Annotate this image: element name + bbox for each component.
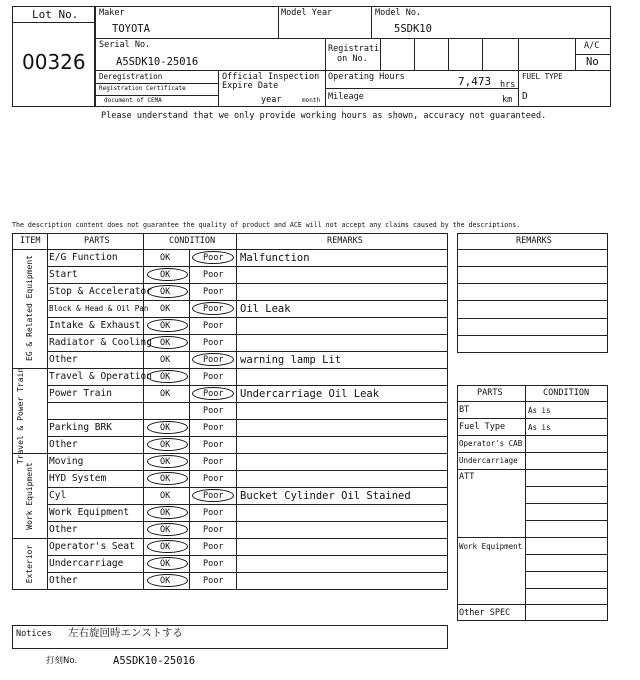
item-header: ITEM xyxy=(20,236,41,246)
part-label: Stop & Accelerator xyxy=(49,286,152,297)
stamp-value: A5SDK10-25016 xyxy=(113,655,196,667)
ok-label: OK xyxy=(160,355,171,365)
poor-label: Poor xyxy=(203,372,224,382)
poor-label: Poor xyxy=(203,304,224,314)
ok-label: OK xyxy=(160,338,171,348)
row-divider xyxy=(47,300,448,301)
right-part-undercarriage: Undercarriage xyxy=(459,456,518,465)
part-label: Operator's Seat xyxy=(49,541,135,552)
remarks-header: REMARKS xyxy=(327,236,363,246)
part-label: Power Train xyxy=(49,388,112,399)
poor-label: Poor xyxy=(203,474,224,484)
right-part-att: ATT xyxy=(459,472,475,482)
maker-value: TOYOTA xyxy=(112,23,150,35)
remark-text: Undercarriage Oil Leak xyxy=(240,388,380,400)
reg-cert-label: Registration Certificate xyxy=(99,85,186,92)
part-label: Parking BRK xyxy=(49,422,112,433)
part-label: Other xyxy=(49,524,78,535)
stamp-label: 打刻No. xyxy=(46,656,78,666)
notices-text: 左右旋回時エンストする xyxy=(68,627,183,639)
poor-selected-oval xyxy=(192,302,234,315)
row-divider xyxy=(47,317,448,318)
right-part-bt: BT xyxy=(459,405,470,415)
registration-label-2: on No. xyxy=(337,54,368,64)
row-divider xyxy=(47,538,448,539)
poor-label: Poor xyxy=(203,423,224,433)
maker-label: Maker xyxy=(99,8,125,18)
row-divider xyxy=(47,453,448,454)
ok-selected-oval xyxy=(147,523,188,536)
description-notice: The description content does not guarantee the quality of product and ACE will not accept any claims caused by the descriptions. xyxy=(12,221,521,229)
ok-selected-oval xyxy=(147,540,188,553)
lot-divider xyxy=(12,22,95,23)
row-divider xyxy=(47,351,448,352)
row-divider xyxy=(47,419,448,420)
serial-value: A5SDK10-25016 xyxy=(116,56,199,68)
part-label: Other xyxy=(49,575,78,586)
ok-label: OK xyxy=(160,542,171,552)
poor-label: Poor xyxy=(203,542,224,552)
row-divider xyxy=(47,572,448,573)
ok-selected-oval xyxy=(147,557,188,570)
poor-label: Poor xyxy=(203,321,224,331)
mileage-label: Mileage xyxy=(328,92,364,102)
ok-label: OK xyxy=(160,389,171,399)
ok-selected-oval xyxy=(147,268,188,281)
poor-label: Poor xyxy=(203,355,224,365)
part-label: E/G Function xyxy=(49,252,118,263)
poor-label: Poor xyxy=(203,491,224,501)
ok-selected-oval xyxy=(147,319,188,332)
poor-label: Poor xyxy=(203,338,224,348)
ok-label: OK xyxy=(160,304,171,314)
ac-value: No xyxy=(586,56,599,68)
remark-text: warning lamp Lit xyxy=(240,354,342,366)
ok-label: OK xyxy=(160,287,171,297)
ok-label: OK xyxy=(160,559,171,569)
ok-selected-oval xyxy=(147,285,188,298)
row-divider xyxy=(47,487,448,488)
remark-text: Bucket Cylinder Oil Stained xyxy=(240,490,411,502)
remark-text: Malfunction xyxy=(240,252,310,264)
poor-label: Poor xyxy=(203,576,224,586)
part-label: Undercarriage xyxy=(49,558,124,569)
row-divider xyxy=(47,436,448,437)
row-divider xyxy=(47,470,448,471)
part-label: Other xyxy=(49,439,78,450)
part-label: HYD System xyxy=(49,473,107,484)
km-label: km xyxy=(502,95,513,105)
right-condition-header: CONDITION xyxy=(543,388,590,398)
poor-label: Poor xyxy=(203,270,224,280)
poor-label: Poor xyxy=(203,287,224,297)
hours-notice: Please understand that we only provide working hours as shown, accuracy not guaranteed. xyxy=(101,111,547,121)
poor-label: Poor xyxy=(203,525,224,535)
group-label: EG & Related Equipment xyxy=(25,255,34,361)
ok-selected-oval xyxy=(147,370,188,383)
part-label: Cyl xyxy=(49,490,67,501)
ok-label: OK xyxy=(160,423,171,433)
poor-label: Poor xyxy=(203,389,224,399)
part-label: Block & Head & Oil Pan xyxy=(49,304,149,313)
lot-number: 00326 xyxy=(22,50,86,74)
right-parts-header: PARTS xyxy=(477,388,503,398)
poor-selected-oval xyxy=(192,489,234,502)
right-condition-bt: As is xyxy=(528,406,551,415)
ok-label: OK xyxy=(160,474,171,484)
poor-label: Poor xyxy=(203,508,224,518)
poor-label: Poor xyxy=(203,457,224,467)
operating-hours-value: 7,473 xyxy=(458,75,492,88)
inspection-label-1: Official Inspection xyxy=(222,72,320,82)
ok-label: OK xyxy=(160,372,171,382)
fuel-type-label: FUEL TYPE xyxy=(522,72,563,81)
row-divider xyxy=(47,283,448,284)
row-divider xyxy=(47,385,448,386)
right-part-fuel-type: Fuel Type xyxy=(459,422,506,432)
year-label: year xyxy=(261,95,282,105)
part-label: Moving xyxy=(49,456,84,467)
row-divider xyxy=(47,402,448,403)
ok-label: OK xyxy=(160,321,171,331)
model-year-label: Model Year xyxy=(281,8,333,18)
part-label: Other xyxy=(49,354,78,365)
ok-label: OK xyxy=(160,508,171,518)
row-divider xyxy=(47,334,448,335)
condition-header: CONDITION xyxy=(169,236,216,246)
ok-selected-oval xyxy=(147,438,188,451)
part-label: Radiator & Cooling xyxy=(49,337,152,348)
row-divider xyxy=(47,521,448,522)
ok-selected-oval xyxy=(147,455,188,468)
deregistration-label: Deregistration xyxy=(99,72,163,81)
model-no-value: 5SDK10 xyxy=(394,23,432,35)
ok-selected-oval xyxy=(147,336,188,349)
ok-label: OK xyxy=(160,491,171,501)
part-label: Start xyxy=(49,269,78,280)
operating-hours-label: Operating Hours xyxy=(328,72,405,82)
right-part-work-equipment: Work Equipment xyxy=(459,542,523,551)
right-condition-fuel-type: As is xyxy=(528,423,551,432)
ok-label: OK xyxy=(160,457,171,467)
row-divider xyxy=(47,368,448,369)
row-divider xyxy=(47,555,448,556)
group-label: Exterior xyxy=(25,544,34,584)
fuel-type-value: D xyxy=(522,91,528,102)
month-label: month xyxy=(302,97,321,104)
cema-label: document of CEMA xyxy=(104,97,162,104)
row-divider xyxy=(47,266,448,267)
ok-label: OK xyxy=(160,270,171,280)
registration-label-1: Registrati xyxy=(328,44,380,54)
poor-selected-oval xyxy=(192,251,234,264)
poor-label: Poor xyxy=(203,440,224,450)
part-label: Travel & Operation xyxy=(49,371,152,382)
parts-header: PARTS xyxy=(84,236,110,246)
lot-label: Lot No. xyxy=(32,8,79,21)
hrs-label: hrs xyxy=(500,80,516,90)
group-label: Work Equipment xyxy=(25,462,34,530)
ac-label: A/C xyxy=(584,41,600,51)
ok-selected-oval xyxy=(147,421,188,434)
poor-label: Poor xyxy=(203,559,224,569)
right-remarks-header: REMARKS xyxy=(516,236,552,246)
poor-label: Poor xyxy=(203,406,224,416)
inspection-label-2: Expire Date xyxy=(222,81,279,91)
right-part-other-spec: Other SPEC xyxy=(459,608,511,618)
part-label: Work Equipment xyxy=(49,507,130,518)
right-part-operator-cab: Operator's CAB xyxy=(459,439,523,448)
ok-selected-oval xyxy=(147,574,188,587)
poor-label: Poor xyxy=(203,253,224,263)
serial-label: Serial No. xyxy=(99,40,151,50)
ok-label: OK xyxy=(160,525,171,535)
group-label-text: Travel & Power Train xyxy=(16,367,25,465)
ok-selected-oval xyxy=(147,472,188,485)
model-no-label: Model No. xyxy=(375,8,422,18)
ok-selected-oval xyxy=(147,506,188,519)
poor-selected-oval xyxy=(192,387,234,400)
poor-selected-oval xyxy=(192,353,234,366)
part-label: Intake & Exhaust xyxy=(49,320,141,331)
ok-label: OK xyxy=(160,440,171,450)
remark-text: Oil Leak xyxy=(240,303,291,315)
ok-label: OK xyxy=(160,576,171,586)
ok-label: OK xyxy=(160,253,171,263)
row-divider xyxy=(47,504,448,505)
notices-label: Notices xyxy=(16,629,52,639)
